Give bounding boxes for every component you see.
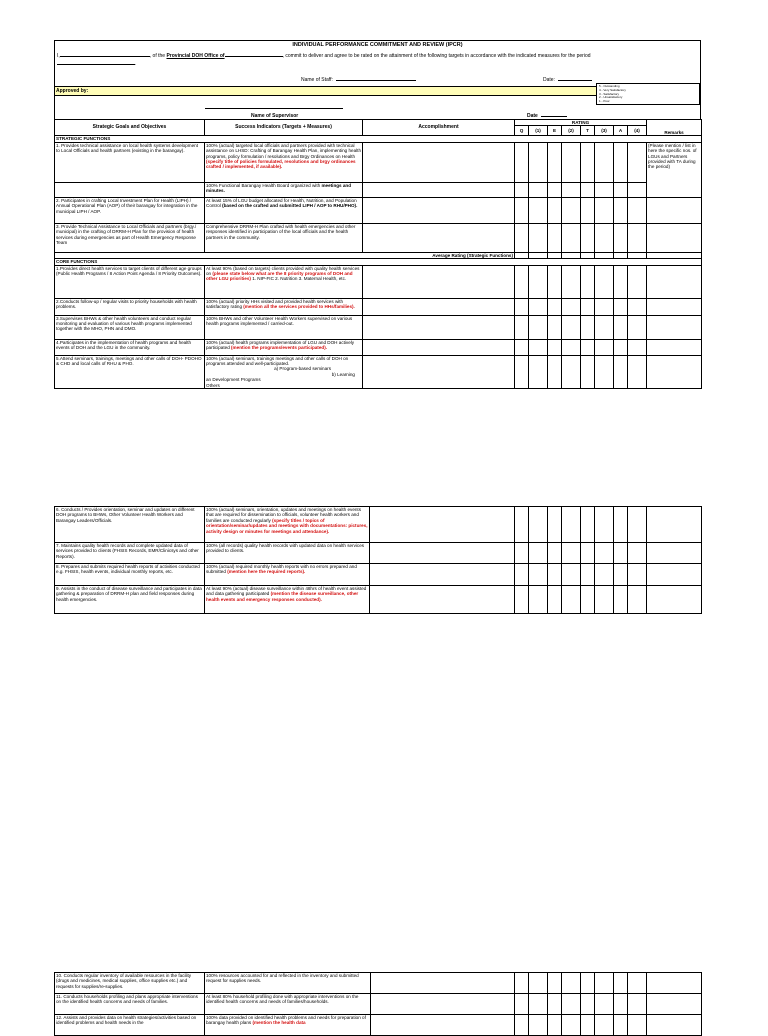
rating-cell[interactable] xyxy=(548,339,562,355)
rating-cell[interactable] xyxy=(515,586,529,614)
rating-cell[interactable] xyxy=(595,973,614,994)
rating-cell[interactable] xyxy=(562,973,581,994)
office-blank[interactable] xyxy=(225,56,283,57)
table-row xyxy=(55,315,702,339)
ipcr-table-page-2 xyxy=(54,506,702,614)
indicator-cell xyxy=(205,1015,371,1036)
indicator-emphasis: (based on the crafted and submitted LIPH / AOP to RHU/PHO). xyxy=(222,203,358,209)
rating-cell[interactable] xyxy=(581,197,595,223)
table-row xyxy=(55,586,702,614)
rating-cell[interactable] xyxy=(628,507,647,543)
remarks-cell[interactable] xyxy=(647,994,702,1015)
rating-cell[interactable] xyxy=(529,315,548,339)
commitment-statement xyxy=(54,50,701,86)
rating-header: RATING xyxy=(515,120,647,126)
date-blank[interactable] xyxy=(558,80,592,81)
rating-cell[interactable] xyxy=(529,142,548,182)
rating-cell[interactable] xyxy=(562,507,581,543)
rating-cell[interactable] xyxy=(628,339,647,355)
rating-cell[interactable] xyxy=(562,564,581,586)
a-header: A xyxy=(614,126,628,136)
rating-cell[interactable] xyxy=(614,507,628,543)
indicator-cell: Comprehensive DRRM-H Plan crafted with health emergencies and other responses identified in participation of the local officials and the health partners in the community. xyxy=(205,223,363,252)
rating-cell[interactable] xyxy=(548,507,562,543)
goal-cell: 5.Attend seminars, trainings, meetings and other calls of DOH- PDOHO & CHD and local calls of RHU & PHO. xyxy=(55,355,205,388)
approved-by-bar: Approved by: xyxy=(54,86,701,96)
rating-cell[interactable] xyxy=(515,182,529,197)
rating-cell[interactable] xyxy=(628,994,647,1015)
indicator-cell xyxy=(205,564,370,586)
accomplishment-cell[interactable] xyxy=(371,973,515,994)
accomplishment-cell[interactable] xyxy=(363,182,515,197)
indicator-text: At least 90% (based on targets) clients provided with quality health services on xyxy=(206,265,360,277)
rating-cell[interactable] xyxy=(614,197,628,223)
rating-cell[interactable] xyxy=(548,197,562,223)
rating-cell[interactable] xyxy=(595,564,614,586)
rating-cell[interactable] xyxy=(515,973,529,994)
accomplishment-cell[interactable] xyxy=(370,586,515,614)
rating-cell[interactable] xyxy=(595,182,614,197)
goal-cell xyxy=(55,182,205,197)
rating-cell[interactable] xyxy=(548,994,562,1015)
rating-cell[interactable] xyxy=(581,142,595,182)
accomplishment-cell[interactable] xyxy=(370,507,515,543)
rating-cell[interactable] xyxy=(614,564,628,586)
indicator-item: Others xyxy=(206,382,220,388)
indicator-text: 100% data provided on identified health problems and needs for preparation of barangay health plans xyxy=(206,1015,366,1026)
name-of-staff-field[interactable] xyxy=(301,77,416,83)
indicator-cell xyxy=(205,197,363,223)
rating-cell[interactable] xyxy=(529,507,548,543)
rating-cell[interactable] xyxy=(548,973,562,994)
rating-cell[interactable] xyxy=(529,182,548,197)
accomplishment-cell[interactable] xyxy=(371,1015,515,1036)
rating-cell[interactable] xyxy=(628,142,647,182)
rating-cell[interactable] xyxy=(515,994,529,1015)
rating-cell[interactable] xyxy=(614,182,628,197)
rating-cell[interactable] xyxy=(529,564,548,586)
commit-prefix: I, xyxy=(57,53,60,59)
accomplishment-cell[interactable] xyxy=(363,223,515,252)
remarks-cell[interactable] xyxy=(647,973,702,994)
goal-cell: 2. Participates in crafting Local Investment Plan for Health (LIPH) / Annual Operational Plan (AOP) of their barangay for integration in the municipal LIPH / AOP. xyxy=(55,197,205,223)
strategic-section-label: STRATEGIC FUNCTIONS xyxy=(55,136,702,142)
indicator-cell xyxy=(205,339,363,355)
rating-cell[interactable] xyxy=(595,265,614,298)
rating-cell[interactable] xyxy=(548,355,562,388)
rating-cell[interactable] xyxy=(595,507,614,543)
remarks-cell[interactable] xyxy=(647,315,702,339)
remarks-cell[interactable] xyxy=(647,355,702,388)
rating-cell[interactable] xyxy=(515,355,529,388)
of-the-text: , of the xyxy=(149,53,166,59)
rating-cell[interactable] xyxy=(562,1015,581,1036)
rating-cell[interactable] xyxy=(614,298,628,315)
rating-cell[interactable] xyxy=(614,973,628,994)
form-title: INDIVIDUAL PERFORMANCE COMMITMENT AND REVIEW (IPCR) xyxy=(54,40,701,50)
ipcr-table-page-3 xyxy=(54,972,702,1036)
indicator-note: (mention the disease surveillance, other health events and emergency responses conducted). xyxy=(206,591,359,602)
rating-cell[interactable] xyxy=(515,142,529,182)
rating-cell[interactable] xyxy=(628,223,647,252)
accomplishment-cell[interactable] xyxy=(363,298,515,315)
accomplishment-cell[interactable] xyxy=(363,355,515,388)
rating-cell[interactable] xyxy=(562,339,581,355)
rating-cell[interactable] xyxy=(614,223,628,252)
date-field[interactable] xyxy=(543,77,592,83)
rating-cell[interactable] xyxy=(515,564,529,586)
accomplishment-cell[interactable] xyxy=(371,994,515,1015)
indicator-text: 100% (actual) required monthly health reports with no errors prepared and submitted xyxy=(206,564,357,575)
rating-cell[interactable] xyxy=(595,1015,614,1036)
rating-cell[interactable] xyxy=(562,298,581,315)
rating-cell[interactable] xyxy=(562,355,581,388)
a-num-header: (4) xyxy=(628,126,647,136)
staff-name-blank[interactable] xyxy=(60,56,150,57)
indicator-cell xyxy=(205,507,370,543)
legend-item: 1 - Poor xyxy=(599,99,610,104)
rating-cell[interactable] xyxy=(581,564,595,586)
rating-cell[interactable] xyxy=(562,197,581,223)
remarks-cell[interactable] xyxy=(647,543,702,564)
indicator-cell xyxy=(205,142,363,182)
e-header: E xyxy=(548,126,562,136)
commitment-line xyxy=(57,53,698,59)
average-rating-label: Average Rating (Strategic Functions) xyxy=(55,252,515,258)
rating-cell[interactable] xyxy=(614,315,628,339)
rating-cell[interactable] xyxy=(529,355,548,388)
rating-cell[interactable] xyxy=(548,298,562,315)
rating-cell[interactable] xyxy=(562,182,581,197)
table-row xyxy=(55,182,702,197)
indicator-text: At least 90% (actual) disease surveillance within 48hrs of health event assisted and data gathering participated xyxy=(206,586,367,597)
core-section-label: CORE FUNCTIONS xyxy=(55,259,702,265)
indicator-item: a) Program-based seminars xyxy=(274,366,331,372)
table-row xyxy=(55,223,702,252)
t-header: T xyxy=(581,126,595,136)
period-line: . xyxy=(57,61,136,67)
indicator-note: (mention the health data xyxy=(252,1020,306,1026)
indicator-text: 100% Functional Barangay Health Board organized with xyxy=(206,182,321,188)
accomplishment-cell[interactable] xyxy=(370,564,515,586)
rating-cell[interactable] xyxy=(614,543,628,564)
rating-cell[interactable] xyxy=(595,543,614,564)
rating-cell[interactable] xyxy=(595,197,614,223)
indicator-emphasis: meetings and minutes. xyxy=(206,182,352,194)
period-blank[interactable] xyxy=(57,64,135,65)
rating-cell[interactable] xyxy=(581,182,595,197)
rating-cell[interactable] xyxy=(614,265,628,298)
rating-cell[interactable] xyxy=(515,265,529,298)
indicator-cell xyxy=(205,586,370,614)
rating-cell[interactable] xyxy=(515,298,529,315)
rating-cell[interactable] xyxy=(628,564,647,586)
rating-cell[interactable] xyxy=(581,507,595,543)
rating-cell[interactable] xyxy=(614,586,628,614)
ipcr-page-2 xyxy=(54,506,701,614)
indicator-text: 100% (actual) seminars, trainings meetings and other calls of DOH on programs attended and well-participated. xyxy=(206,355,349,367)
office-name: Provincial DOH Office of xyxy=(166,53,225,59)
rating-cell[interactable] xyxy=(628,543,647,564)
goal-cell: 4.Participates in the implementation of health programs and health events of DOH and the LGU in the community. xyxy=(55,339,205,355)
accomplishment-header: Accomplishment xyxy=(363,120,515,136)
rating-cell[interactable] xyxy=(628,265,647,298)
rating-cell[interactable] xyxy=(515,1015,529,1036)
rating-cell[interactable] xyxy=(581,315,595,339)
rating-cell[interactable] xyxy=(515,315,529,339)
goals-header: Strategic Goals and Objectives xyxy=(55,120,205,136)
table-row xyxy=(55,564,702,586)
supervisor-date-label: Date xyxy=(527,113,538,119)
rating-legend xyxy=(596,83,700,105)
rating-cell[interactable] xyxy=(628,355,647,388)
rating-cell[interactable] xyxy=(581,339,595,355)
rating-cell[interactable] xyxy=(562,586,581,614)
indicator-cell: At least 80% household profiling done with appropriate interventions on the identified health concerns and needs of families/households. xyxy=(205,994,371,1015)
rating-cell[interactable] xyxy=(529,223,548,252)
indicator-text: 100% (actual) seminars, orientation, updates and meetings on health events that are required for dissemination to officials, volunteer health workers and families are conducted regularly xyxy=(206,507,362,523)
name-of-staff-label: Name of Staff: xyxy=(301,77,333,83)
goal-cell: 9. Assists in the conduct of disease surveillance and participates in data gathering & preparation of DRRM-H plan and field responses during health emergencies. xyxy=(55,586,205,614)
indicator-text: At least 15% of LGU budget allocated for Health, Nutrition, and Population Control xyxy=(206,197,357,209)
q-num-header: (1) xyxy=(529,126,548,136)
goal-cell: 3.Supervises BHWs & other health volunteers and conduct regular monitoring and evaluation of various health programs implemented together with the MHO, PHN and DMO. xyxy=(55,315,205,339)
indicator-cell xyxy=(205,265,363,298)
rating-cell[interactable] xyxy=(529,197,548,223)
rating-cell[interactable] xyxy=(581,543,595,564)
indicator-item: b) Learning xyxy=(331,371,355,377)
indicators-header: Success Indicators (Targets + Measures) xyxy=(205,120,363,136)
goal-cell: 10. Conducts regular inventory of available resources in the facility (drugs and medicines, medical supplies, office supplies etc.) and requests for supplies/re-supplies. xyxy=(55,973,205,994)
rating-cell[interactable] xyxy=(581,223,595,252)
goal-cell: 6. Conducts / Provides orientation, seminar and updates on different DOH programs to BHWs, Other Volunteer Health Workers and Barangay Leaders/Officials. xyxy=(55,507,205,543)
remarks-cell[interactable] xyxy=(647,197,702,223)
rating-cell[interactable] xyxy=(595,142,614,182)
indicator-note: (mention here the required reports). xyxy=(227,569,306,575)
rating-cell[interactable] xyxy=(614,355,628,388)
rating-cell[interactable] xyxy=(529,1015,548,1036)
table-row xyxy=(55,355,702,388)
table-row xyxy=(55,994,702,1015)
rating-cell[interactable] xyxy=(595,223,614,252)
rating-cell[interactable] xyxy=(529,339,548,355)
supervisor-name-label: Name of Supervisor xyxy=(251,113,299,119)
rating-cell[interactable] xyxy=(628,1015,647,1036)
legend-item: 5 - Outstanding xyxy=(599,84,620,88)
legend-item: 4 - Very Satisfactory xyxy=(599,87,626,92)
remarks-cell[interactable] xyxy=(647,223,702,252)
accomplishment-cell[interactable] xyxy=(370,543,515,564)
indicator-cell: 100% (all records) quality health records with updated data on health services provided to clients. xyxy=(205,543,370,564)
rating-cell[interactable] xyxy=(548,586,562,614)
t-num-header: (3) xyxy=(595,126,614,136)
rating-cell[interactable] xyxy=(529,265,548,298)
rating-cell[interactable] xyxy=(515,507,529,543)
indicator-cell xyxy=(205,182,363,197)
rating-cell[interactable] xyxy=(529,586,548,614)
rating-cell[interactable] xyxy=(595,339,614,355)
indicator-text: 100% (actual) targeted local officials and partners provided with technical assistance on LHSD: Crafting of Barangay Health Plan, implementing health programs, policy formulation / resolutions and Brgy Ordinances on Health xyxy=(206,142,361,159)
rating-cell[interactable] xyxy=(562,994,581,1015)
rating-cell[interactable] xyxy=(548,223,562,252)
goal-cell: 12. Assists and provides data on health strategies/activities based on identified problems and health needs in the xyxy=(55,1015,205,1036)
goal-cell: 1.Provides direct health services to target clients of different age groups (Public Health Programs / 8 Action Point Agenda / 8 Priority Outcomes). xyxy=(55,265,205,298)
rating-cell[interactable] xyxy=(548,142,562,182)
table-row xyxy=(55,543,702,564)
ipcr-page-3 xyxy=(54,972,701,1036)
rating-cell[interactable] xyxy=(562,543,581,564)
table-row xyxy=(55,507,702,543)
legend-item: 2 - Unsatisfactory xyxy=(599,95,623,100)
accomplishment-cell[interactable] xyxy=(363,315,515,339)
rating-cell[interactable] xyxy=(529,994,548,1015)
indicator-note: (please state below what are the 8 priority programs of DOH and other LGU priorities) xyxy=(206,271,353,282)
accomplishment-cell[interactable] xyxy=(363,142,515,182)
e-num-header: (2) xyxy=(562,126,581,136)
indicator-note: (specify title of policies formulated, resolutions and brgy ordinances crafted / implemented, if available). xyxy=(206,159,356,170)
indicator-item: an Development Programs xyxy=(206,377,261,383)
rating-cell[interactable] xyxy=(529,543,548,564)
supervisor-date-blank[interactable] xyxy=(541,116,567,117)
table-row xyxy=(55,973,702,994)
supervisor-date-field[interactable] xyxy=(527,113,567,119)
rating-cell[interactable] xyxy=(614,994,628,1015)
rating-cell[interactable] xyxy=(548,315,562,339)
rating-cell[interactable] xyxy=(548,564,562,586)
indicator-cell: 100% resources accounted for and reflected in the inventory and submitted request for supplies needs. xyxy=(205,973,371,994)
rating-cell[interactable] xyxy=(581,355,595,388)
remarks-cell[interactable] xyxy=(647,564,702,586)
rating-cell[interactable] xyxy=(529,298,548,315)
rating-cell[interactable] xyxy=(614,142,628,182)
rating-cell[interactable] xyxy=(515,197,529,223)
rating-cell[interactable] xyxy=(548,182,562,197)
remarks-cell: (Please mention / list in here the specific nos. of LGUs and Partners provided with TA during the period) xyxy=(647,142,702,197)
rating-cell[interactable] xyxy=(581,973,595,994)
q-header: Q xyxy=(515,126,529,136)
table-row xyxy=(55,142,702,182)
accomplishment-cell[interactable] xyxy=(363,339,515,355)
rating-cell[interactable] xyxy=(581,994,595,1015)
rating-cell[interactable] xyxy=(595,315,614,339)
table-row xyxy=(55,197,702,223)
rating-cell[interactable] xyxy=(614,1015,628,1036)
table-row xyxy=(55,339,702,355)
rating-cell[interactable] xyxy=(562,315,581,339)
remarks-cell[interactable] xyxy=(647,339,702,355)
rating-cell[interactable] xyxy=(581,586,595,614)
indicator-text: 100% (actual) priority HHs visited and provided health services with satisfactory rating xyxy=(206,298,344,310)
supervisor-signature-line[interactable] xyxy=(205,108,343,109)
table-row xyxy=(55,298,702,315)
rating-cell[interactable] xyxy=(562,142,581,182)
indicator-note: (mention all the services provided to HHs/families). xyxy=(243,304,355,310)
rating-cell[interactable] xyxy=(628,182,647,197)
indicator-note: (mention the programs/events participated). xyxy=(231,345,328,351)
rating-cell[interactable] xyxy=(628,315,647,339)
rating-cell[interactable] xyxy=(628,298,647,315)
rating-cell[interactable] xyxy=(581,298,595,315)
legend-item: 3 - Satisfactory xyxy=(599,91,620,96)
indicator-cell: 100% BHWs and other Volunteer Health Workers supervised on various health programs implemented / carried-out. xyxy=(205,315,363,339)
rating-cell[interactable] xyxy=(548,1015,562,1036)
remarks-cell[interactable] xyxy=(647,298,702,315)
rating-cell[interactable] xyxy=(628,586,647,614)
rating-cell[interactable] xyxy=(548,543,562,564)
remarks-cell[interactable] xyxy=(647,265,702,298)
indicator-text: 100% (actual) health programs implementation of LGU and DOH actively participated xyxy=(206,339,355,351)
rating-cell[interactable] xyxy=(581,1015,595,1036)
rating-cell[interactable] xyxy=(614,339,628,355)
indicator-note: (specify titles / topics of orientation/seminar/updates and meetings with documentations: pictures, activity design or minutes for meetings and attendance). xyxy=(206,517,368,534)
rating-cell[interactable] xyxy=(562,223,581,252)
rating-cell[interactable] xyxy=(515,223,529,252)
rating-cell[interactable] xyxy=(581,265,595,298)
table-row xyxy=(55,265,702,298)
goal-cell: 8. Prepares and submits required health reports of activities conducted e.g. FHSIS, health events, individual monthly reports, etc. xyxy=(55,564,205,586)
goal-cell: 1. Provides technical assistance on local health systems development to Local Officials and health partners (existing in the barangay). xyxy=(55,142,205,182)
rating-cell[interactable] xyxy=(562,265,581,298)
indicator-cell xyxy=(205,355,363,388)
rating-cell[interactable] xyxy=(595,298,614,315)
ipcr-table-page-1 xyxy=(54,119,702,389)
rating-cell[interactable] xyxy=(529,973,548,994)
indicator-text: 1. NIP-FIC 2. Nutrition 3. Maternal Health, etc. xyxy=(252,276,347,282)
accomplishment-cell[interactable] xyxy=(363,265,515,298)
rating-cell[interactable] xyxy=(548,265,562,298)
rating-cell[interactable] xyxy=(628,973,647,994)
rating-cell[interactable] xyxy=(595,994,614,1015)
remarks-cell[interactable] xyxy=(647,507,702,543)
date-label: Date: xyxy=(543,77,555,83)
accomplishment-cell[interactable] xyxy=(363,197,515,223)
rating-cell[interactable] xyxy=(595,355,614,388)
remarks-cell[interactable] xyxy=(647,1015,702,1036)
goal-cell: 11. Conducts households profiling and plans appropriate interventions on the identified health concerns and needs of families. xyxy=(55,994,205,1015)
name-of-staff-blank[interactable] xyxy=(336,80,416,81)
goal-cell: 7. Maintains quality health records and complete updated data of services provided to clients (FHSIS Records, EMR/Clinicsys and other Reports). xyxy=(55,543,205,564)
indicator-cell xyxy=(205,298,363,315)
rating-cell[interactable] xyxy=(515,339,529,355)
rating-cell[interactable] xyxy=(628,197,647,223)
rating-cell[interactable] xyxy=(595,586,614,614)
remarks-cell[interactable] xyxy=(647,586,702,614)
goal-cell: 3. Provide Technical Assistance to Local Officials and partners (brgy./ municipal) in the crafting of DRRM-H Plan for the provision of health services during emergencies as part of Health Emergency Response Team xyxy=(55,223,205,252)
rating-cell[interactable] xyxy=(515,543,529,564)
remarks-header: Remarks xyxy=(647,120,702,136)
commit-text: , commit to deliver and agree to be rated on the attainment of the following targets in accordance with the indicated measures for the period xyxy=(282,53,591,59)
goal-cell: 2.Conducts follow-up / regular visits to priority households with health problems. xyxy=(55,298,205,315)
table-row xyxy=(55,1015,702,1036)
